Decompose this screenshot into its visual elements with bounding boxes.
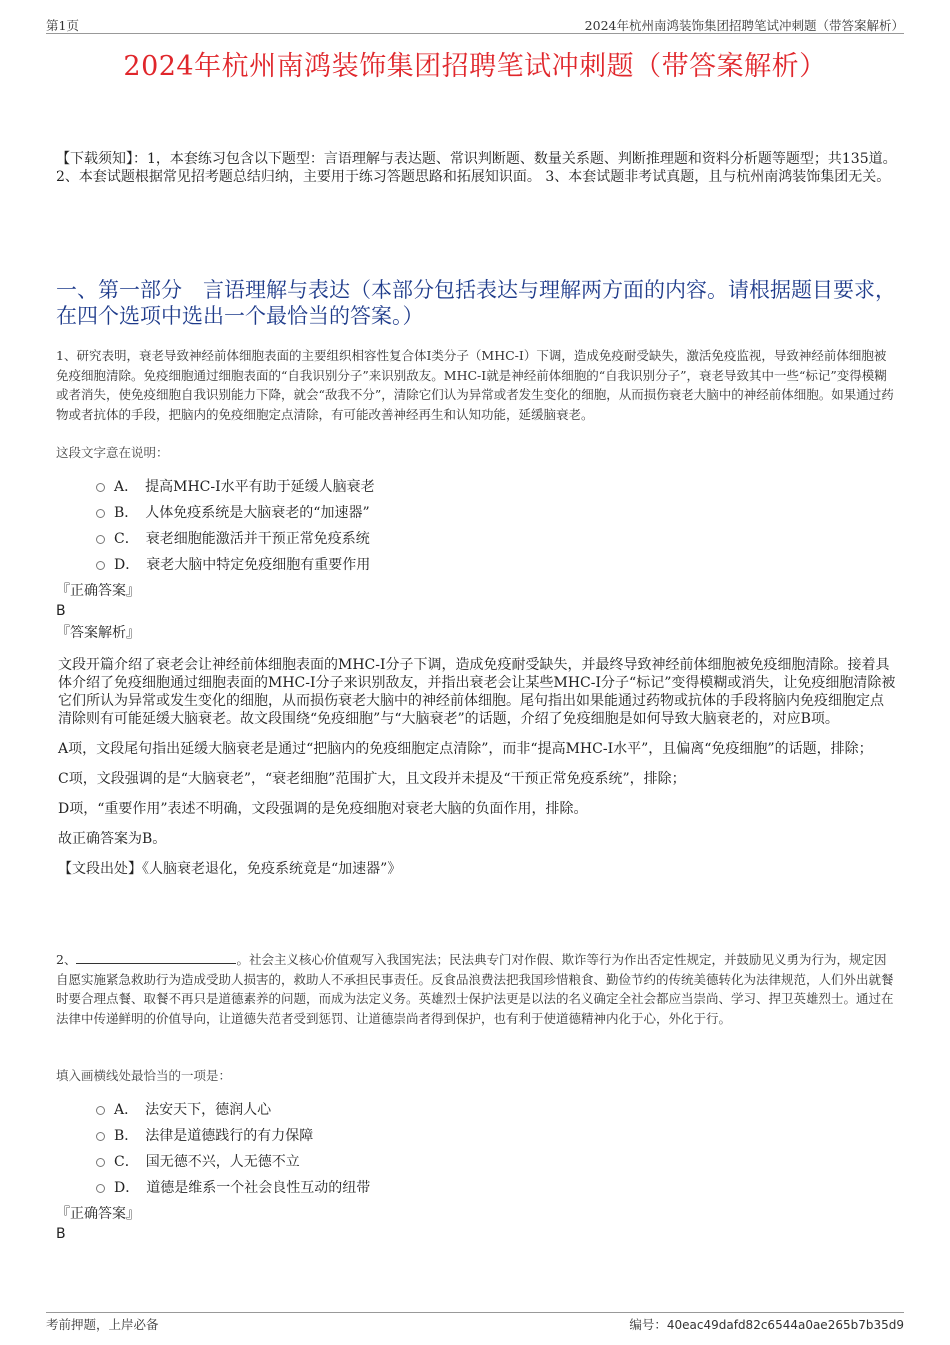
- radio-icon[interactable]: [96, 1184, 105, 1193]
- option-c[interactable]: C． 国无德不兴，人无德不立: [96, 1148, 796, 1174]
- header-divider: [46, 33, 904, 34]
- answer-label: 『正确答案』: [56, 583, 140, 599]
- radio-icon[interactable]: [96, 1106, 105, 1115]
- analysis-label: 『答案解析』: [56, 625, 140, 641]
- radio-icon[interactable]: [96, 483, 105, 492]
- option-d[interactable]: D． 衰老大脑中特定免疫细胞有重要作用: [96, 551, 796, 577]
- header-doc-title: 2024年杭州南鸿装饰集团招聘笔试冲刺题（带答案解析）: [584, 18, 904, 33]
- option-c[interactable]: C． 衰老细胞能激活并干预正常免疫系统: [96, 525, 796, 551]
- option-a[interactable]: A． 法安天下，德润人心: [96, 1096, 796, 1122]
- page-header: [46, 14, 904, 34]
- question-1-prompt: 这段文字意在说明：: [56, 445, 169, 460]
- answer-value: B: [56, 603, 66, 619]
- footer-slogan: 考前押题，上岸必备: [46, 1317, 159, 1332]
- radio-icon[interactable]: [96, 1158, 105, 1167]
- page-number: 第1页: [46, 18, 79, 33]
- option-b[interactable]: B． 法律是道德践行的有力保障: [96, 1122, 796, 1148]
- analysis-paragraph: C项，文段强调的是“大脑衰老”，“衰老细胞”范围扩大，且文段并未提及“干预正常免疫系统”，排除；: [58, 771, 686, 787]
- radio-icon[interactable]: [96, 1132, 105, 1141]
- answer-label: 『正确答案』: [56, 1206, 140, 1222]
- question-1-options: [96, 473, 796, 577]
- radio-icon[interactable]: [96, 509, 105, 518]
- download-notice: 【下载须知】：1，本套练习包含以下题型：言语理解与表达题、常识判断题、数量关系题、判断推理题和资料分析题等题型；共135道。 2、本套试题根据常见招考题总结归纳，主要用于练习答题思路和拓展知识面。 3、本套试题非考试真题，且与杭州南鸿装饰集团无关。: [56, 151, 897, 185]
- option-b[interactable]: B． 人体免疫系统是大脑衰老的“加速器”: [96, 499, 796, 525]
- answer-value: B: [56, 1226, 66, 1242]
- option-d[interactable]: D． 道德是维系一个社会良性互动的纽带: [96, 1174, 796, 1200]
- document-code: 编号：40eac49dafd82c6544a0ae265b7b35d9: [629, 1317, 904, 1332]
- option-a[interactable]: A． 提高MHC-I水平有助于延缓人脑衰老: [96, 473, 796, 499]
- analysis-paragraph: D项，“重要作用”表述不明确，文段强调的是免疫细胞对衰老大脑的负面作用，排除。: [58, 801, 588, 817]
- radio-icon[interactable]: [96, 561, 105, 570]
- answer-analysis: [58, 656, 896, 890]
- question-2-text: 2、 。社会主义核心价值观写入我国宪法；民法典专门对作假、欺诈等行为作出否定性规定，并鼓励见义勇为行为，规定因自愿实施紧急救助行为造成受助人损害的，救助人不承担民事责任。反食品浪费法把我国珍惜粮食、勤俭节约的传统美德转化为法律规范，人们外出就餐时要合理点餐、取餐不再只是道德素养的问题，而成为法定义务。英雄烈士保护法更是以法的名义确定全社会都应当崇尚、学习、捍卫英雄烈士。通过在法律中传递鲜明的价值导向，让道德失范者受到惩罚、让道德崇尚者得到保护，也有利于使道德精神内化于心，外化于行。: [56, 952, 894, 1026]
- analysis-paragraph: 故正确答案为B。: [58, 831, 167, 847]
- question-2-prompt: 填入画横线处最恰当的一项是：: [56, 1068, 232, 1083]
- analysis-paragraph: 文段开篇介绍了衰老会让神经前体细胞表面的MHC-I分子下调，造成免疫耐受缺失，并最终导致神经前体细胞被免疫细胞清除。接着具体介绍了免疫细胞通过细胞表面的MHC-I分子来识别敌友，并指出衰老会让某些MHC-I分子“标记”变得模糊或消失，让免疫细胞清除被它们所认为异常或发生变化的细胞，从而损伤衰老大脑中的神经前体细胞。尾句指出如果能通过药物或抗体的手段将脑内免疫细胞定点清除则有可能延缓大脑衰老。故文段围绕“免疫细胞”与“大脑衰老”的话题，介绍了免疫细胞是如何导致大脑衰老的，对应B项。: [58, 657, 896, 727]
- question-1-text: 1、研究表明，衰老导致神经前体细胞表面的主要组织相容性复合体I类分子（MHC-I）下调，造成免疫耐受缺失，激活免疫监视，导致神经前体细胞被免疫细胞清除。免疫细胞通过细胞表面的“自我识别分子”来识别敌友。MHC-I就是神经前体细胞的“自我识别分子”，衰老导致其中一些“标记”变得模糊或者消失，使免疫细胞自我识别能力下降，就会“敌我不分”，清除它们认为异常或者发生变化的细胞，从而损伤衰老大脑中的神经前体细胞。如果通过药物或者抗体的手段，把脑内的免疫细胞定点清除，有可能改善神经再生和认知功能，延缓脑衰老。: [56, 348, 894, 422]
- radio-icon[interactable]: [96, 535, 105, 544]
- text-source: 【文段出处】《人脑衰老退化，免疫系统竟是“加速器”》: [58, 861, 402, 877]
- question-2-options: [96, 1096, 796, 1200]
- footer-divider: [46, 1312, 904, 1313]
- document-title: 2024年杭州南鸿装饰集团招聘笔试冲刺题（带答案解析）: [123, 51, 827, 82]
- fill-blank: [76, 951, 236, 964]
- analysis-paragraph: A项，文段尾句指出延缓大脑衰老是通过“把脑内的免疫细胞定点清除”，而非“提高MHC-I水平”，且偏离“免疫细胞”的话题，排除；: [58, 741, 873, 757]
- section-heading: 一、第一部分 言语理解与表达（本部分包括表达与理解两方面的内容。请根据题目要求，在四个选项中选出一个最恰当的答案。）: [56, 278, 896, 328]
